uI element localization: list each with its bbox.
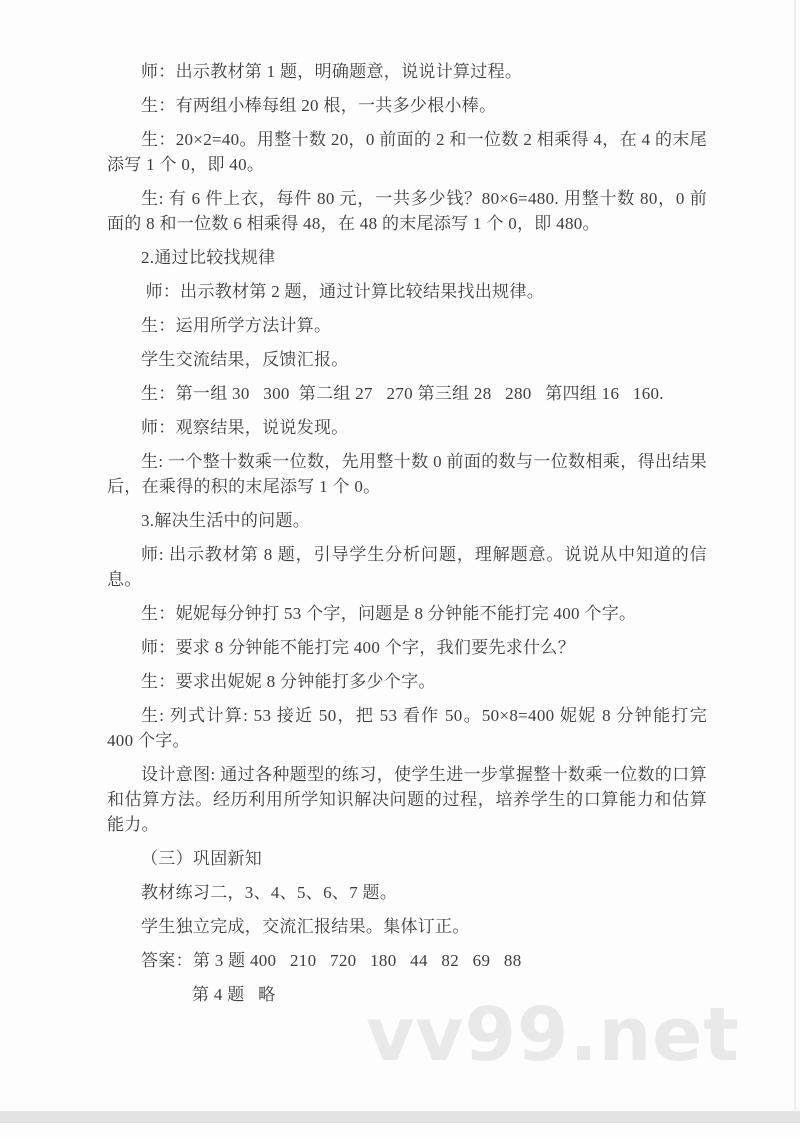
page-separator (0, 1111, 800, 1123)
site-watermark: vv99.net (366, 992, 740, 1078)
next-page-top (0, 1123, 800, 1137)
paragraph: 设计意图: 通过各种题型的练习，使学生进一步掌握整十数乘一位数的口算和估算方法。经历利用所学知识解决问题的过程，培养学生的口算能力和估算能力。 (107, 765, 707, 834)
paragraph: 生: 列式计算: 53 接近 50，把 53 看作 50。50×8=400 妮妮 8 分钟能打完 400 个字。 (107, 706, 712, 750)
paragraph: 师: 出示教材第 8 题，引导学生分析问题，理解题意。说说从中知道的信息。 (107, 545, 707, 589)
paragraph: 生：第一组 30 300 第二组 27 270 第三组 28 280 第四组 16 160. (141, 384, 664, 403)
paragraph: 3.解决生活中的问题。 (141, 511, 311, 530)
paragraph: 2.通过比较找规律 (141, 248, 276, 267)
paragraph: 生：有两组小棒每组 20 根，一共多少根小棒。 (141, 96, 497, 115)
paragraph: 第 4 题 略 (192, 985, 276, 1004)
paragraph: 生：妮妮每分钟打 53 个字，问题是 8 分钟能不能打完 400 个字。 (141, 604, 637, 623)
paragraph: 生：20×2=40。用整十数 20，0 前面的 2 和一位数 2 相乘得 4，在 4 的末尾添写 1 个 0，即 40。 (107, 130, 707, 174)
paragraph: 学生独立完成，交流汇报结果。集体订正。 (141, 917, 470, 936)
paragraph: 生: 有 6 件上衣，每件 80 元，一共多少钱？80×6=480. 用整十数 80，0 前面的 8 和一位数 6 相乘得 48，在 48 的末尾添写 1 个 0，即 480。 (107, 189, 707, 233)
paragraph: 师：观察结果，说说发现。 (141, 418, 349, 437)
page-edge-line (794, 0, 796, 1111)
paragraph: 师：出示教材第 2 题，通过计算比较结果找出规律。 (141, 282, 545, 301)
document-body (107, 59, 712, 1016)
paragraph: 师：要求 8 分钟能不能打完 400 个字，我们要先求什么？ (141, 638, 575, 657)
paragraph: （三）巩固新知 (141, 849, 263, 868)
paragraph: 答案：第 3 题 400 210 720 180 44 82 69 88 (141, 951, 522, 970)
paragraph: 生: 一个整十数乘一位数，先用整十数 0 前面的数与一位数相乘，得出结果后，在乘得的积的末尾添写 1 个 0。 (107, 452, 707, 496)
paragraph: 教材练习二，3、4、5、6、7 题。 (141, 883, 398, 902)
paragraph: 师：出示教材第 1 题，明确题意，说说计算过程。 (141, 62, 523, 81)
paragraph: 生：要求出妮妮 8 分钟能打多少个字。 (141, 672, 436, 691)
paragraph: 生：运用所学方法计算。 (141, 316, 332, 335)
paragraph: 学生交流结果，反馈汇报。 (141, 350, 349, 369)
